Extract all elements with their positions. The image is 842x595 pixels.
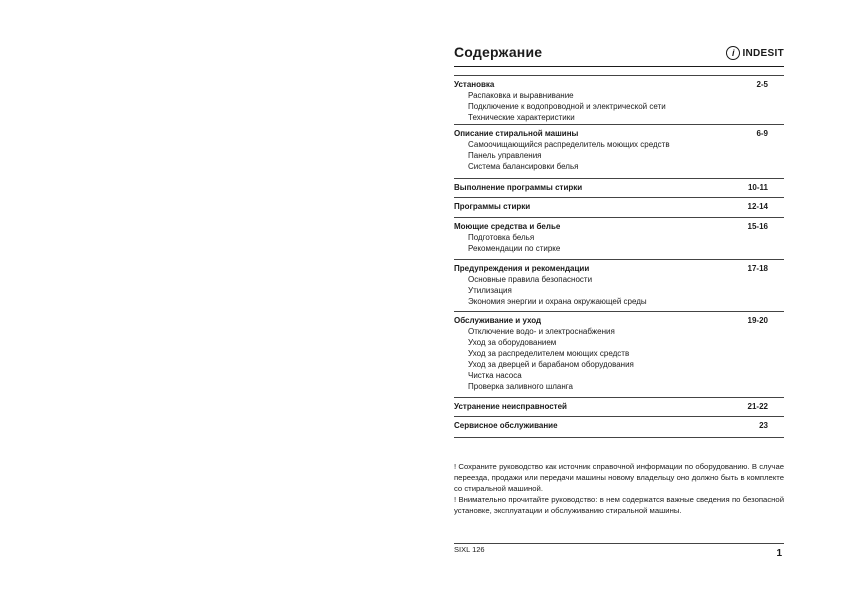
toc-subitem: Чистка насоса [468, 371, 522, 380]
section-divider [454, 75, 784, 76]
brand-logo [726, 46, 784, 60]
toc-subitem: Экономия энергии и охрана окружающей среды [468, 297, 647, 306]
toc-subitem: Рекомендации по стирке [468, 244, 561, 253]
note-read-carefully: ! Внимательно прочитайте руководство: в нем содержатся важные сведения по безопасной установке, эксплуатации и обслуживанию стиральной машины. [454, 495, 784, 515]
logo-text: INDESIT [742, 47, 784, 59]
toc-section-title: Программы стирки [454, 202, 531, 211]
section-divider [454, 259, 784, 260]
toc-subitem: Проверка заливного шланга [468, 382, 573, 391]
toc-section-title: Описание стиральной машины [454, 129, 579, 138]
toc-subitem: Технические характеристики [468, 113, 575, 122]
toc-section-pages: 10-11 [747, 183, 768, 192]
toc-section-title: Установка [454, 80, 495, 89]
toc-subitem: Основные правила безопасности [468, 275, 593, 284]
header-rule [454, 66, 784, 67]
toc-subitem: Панель управления [468, 151, 542, 160]
page-number: 1 [776, 548, 782, 559]
section-divider [454, 217, 784, 218]
toc-section-pages: 17-18 [747, 264, 768, 273]
toc-section-title: Обслуживание и уход [454, 316, 542, 325]
toc-section-pages: 12-14 [747, 202, 768, 211]
toc-section-pages: 2-5 [756, 80, 768, 89]
section-divider [454, 397, 784, 398]
toc-section-pages: 6-9 [756, 129, 768, 138]
toc-section-title: Моющие средства и белье [454, 222, 561, 231]
toc-section-pages: 21-22 [747, 402, 768, 411]
toc-section-pages: 19-20 [747, 316, 768, 325]
toc-subitem: Самоочищающийся распределитель моющих средств [468, 140, 670, 149]
toc-section-title: Сервисное обслуживание [454, 421, 558, 430]
toc-subitem: Система балансировки белья [468, 162, 579, 171]
section-divider [454, 124, 784, 125]
section-divider [454, 178, 784, 179]
logo-mark-icon: i [726, 46, 740, 60]
toc-section-title: Устранение неисправностей [454, 402, 567, 411]
model-code: SIXL 126 [454, 545, 485, 554]
toc-subitem: Уход за распределителем моющих средств [468, 349, 630, 358]
toc-section-title: Выполнение программы стирки [454, 183, 583, 192]
page-title: Содержание [454, 44, 543, 60]
section-divider [454, 311, 784, 312]
toc-subitem: Утилизация [468, 286, 512, 295]
toc-section-title: Предупреждения и рекомендации [454, 264, 590, 273]
toc-subitem: Распаковка и выравнивание [468, 91, 574, 100]
toc-subitem: Отключение водо- и электроснабжения [468, 327, 615, 336]
toc-subitem: Подключение к водопроводной и электрической сети [468, 102, 666, 111]
toc-subitem: Уход за дверцей и барабаном оборудования [468, 360, 634, 369]
toc-section-pages: 23 [759, 421, 768, 430]
section-divider [454, 437, 784, 438]
section-divider [454, 416, 784, 417]
toc-subitem: Подготовка белья [468, 233, 535, 242]
section-divider [454, 197, 784, 198]
note-keep-manual: ! Сохраните руководство как источник справочной информации по оборудованию. В случае переезда, продажи или передачи машины новому владельцу оно должно быть в комплекте со стиральной машиной. [454, 462, 784, 493]
toc-page [454, 0, 784, 595]
toc-subitem: Уход за оборудованием [468, 338, 557, 347]
notes [454, 461, 784, 516]
footer-rule [454, 543, 784, 544]
toc-section-pages: 15-16 [747, 222, 768, 231]
